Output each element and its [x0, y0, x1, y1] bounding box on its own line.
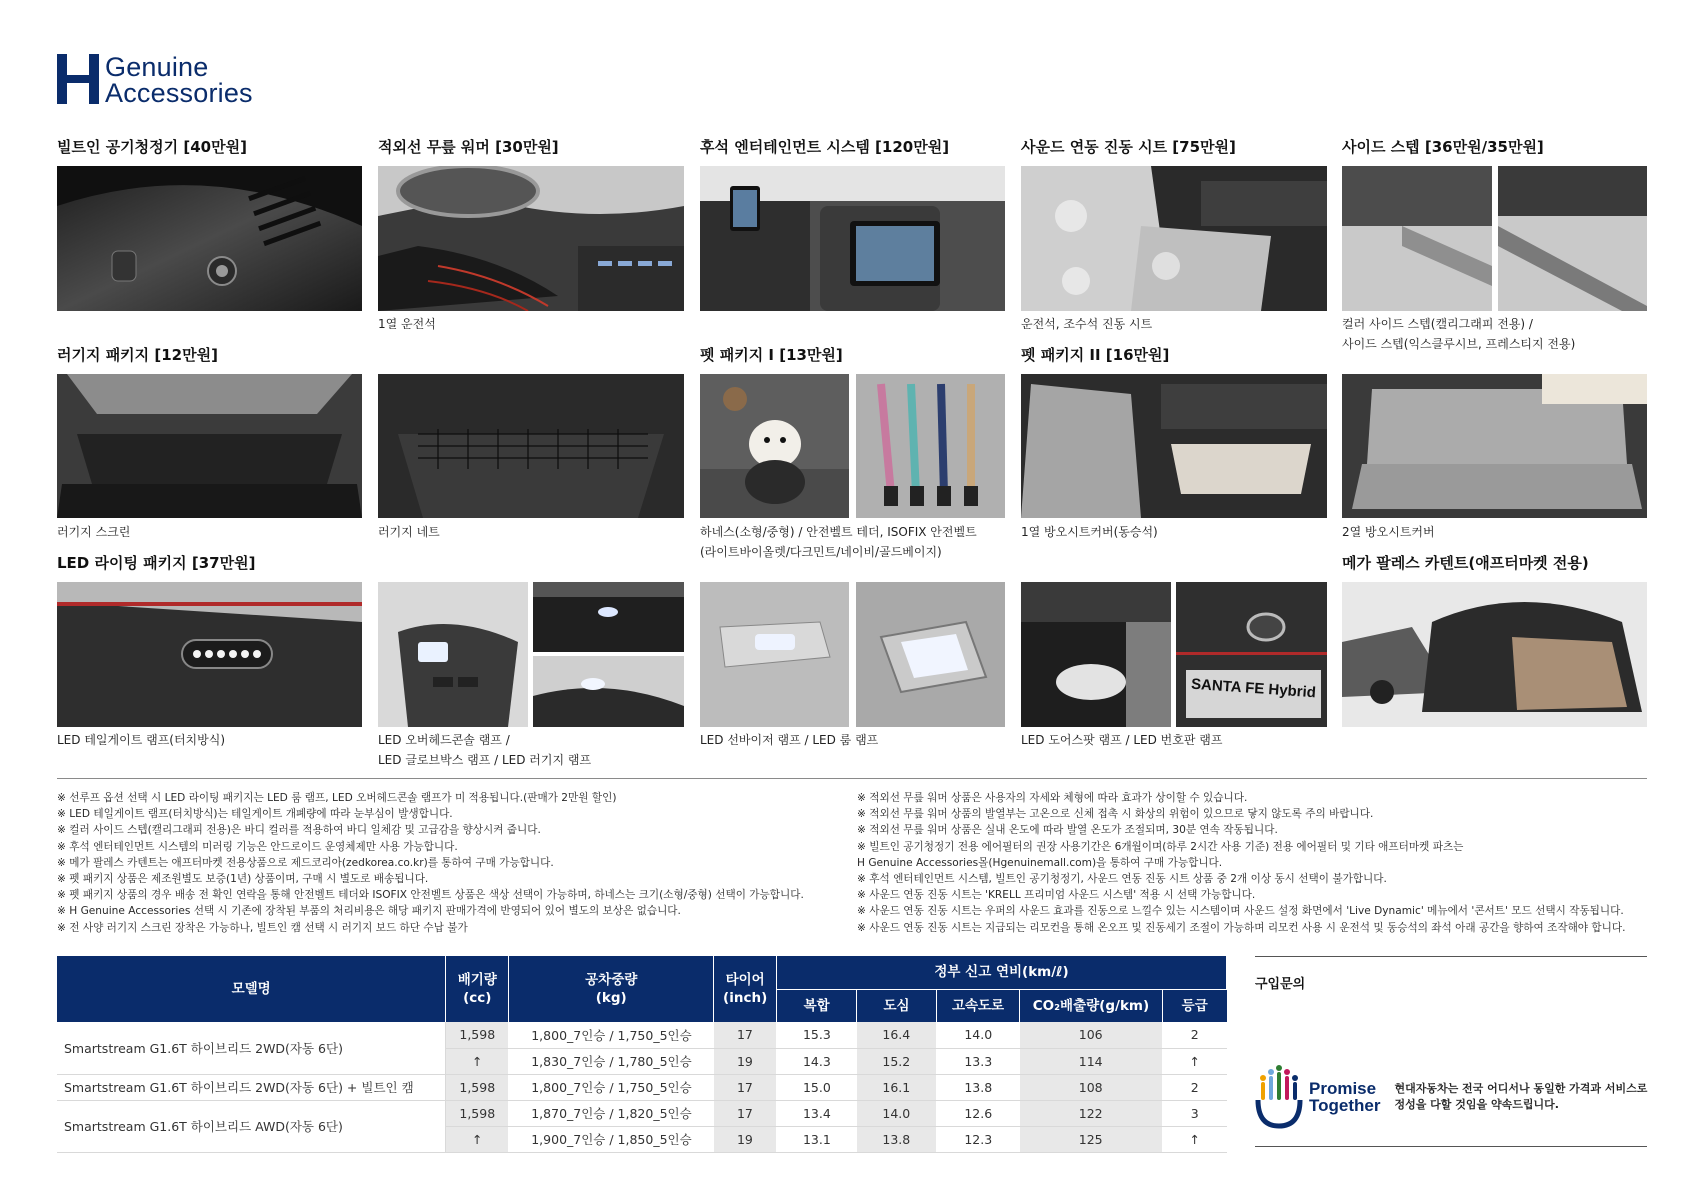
cell-combined: 13.4 [777, 1100, 857, 1126]
cell-highway: 13.3 [937, 1048, 1020, 1074]
title-mega-palace: 메가 팔레스 카텐트(애프터마켓 전용) [1342, 554, 1589, 572]
table-row [57, 1022, 1227, 1048]
note-line: ※ 펫 패키지 상품의 경우 배송 전 확인 연락을 통해 안전벨트 테더와 ISOFIX 안전벨트 상품은 색상 선택이 가능하며, 하네스는 크기(소형/중형) 선택이 가능합니다. [57, 889, 804, 902]
caption-sound-seat: 운전석, 조수석 진동 시트 [1021, 317, 1153, 331]
cell-grade: ↑ [1162, 1126, 1226, 1152]
cell-combined: 13.1 [777, 1126, 857, 1152]
caption-pet1-line-2: (라이트바이올렛/다크민트/네이비/골드베이지) [700, 545, 942, 559]
cell-highway: 13.8 [937, 1074, 1020, 1100]
cell-model: Smartstream G1.6T 하이브리드 2WD(자동 6단) + 빌트인 캠 [57, 1074, 446, 1100]
photo-led-sunvisor [700, 582, 849, 727]
photo-led-door-spot [1021, 582, 1171, 727]
photo-led-license-plate [1176, 582, 1327, 727]
logo-line-2: Accessories [105, 78, 253, 108]
photo-luggage-screen [57, 374, 362, 518]
caption-led-console-line-1: LED 오버헤드콘솔 램프 / [378, 733, 510, 747]
note-line: ※ 메가 팔레스 카텐트는 애프터마켓 전용상품으로 제드코리아(zedkorea.co.kr)를 통하여 구매 가능합니다. [57, 856, 554, 869]
spec-table [57, 956, 1227, 1153]
title-led-package: LED 라이팅 패키지 [37만원] [57, 554, 256, 572]
note-line: ※ 사운드 연동 진동 시트는 우퍼의 사운드 효과를 진동으로 느낄수 있는 시스템이며 사운드 설정 화면에서 'Live Dynamic' 메뉴에서 '콘서트' 모드 선택시 작동됩니다. [857, 905, 1624, 918]
license-plate-text: SANTA FE Hybrid [1190, 675, 1317, 702]
note-line: ※ LED 테일게이트 램프(터치방식)는 테일게이트 개폐량에 따라 눈부심이 발생합니다. [57, 808, 453, 821]
note-line: ※ 빌트인 공기청정기 전용 에어필터의 권장 사용기간은 6개월이며(하루 2시간 사용 기준) 전용 에어필터 및 기타 애프터마켓 파츠는 [857, 840, 1464, 853]
photo-led-overhead-console [378, 582, 528, 727]
cell-highway: 14.0 [937, 1022, 1020, 1048]
cell-co2: 106 [1020, 1022, 1163, 1048]
cell-tire: 19 [714, 1048, 777, 1074]
cell-combined: 15.3 [777, 1022, 857, 1048]
cell-highway: 12.6 [937, 1100, 1020, 1126]
title-pet-package-2: 펫 패키지 II [16만원] [1021, 346, 1170, 364]
cell-tire: 17 [714, 1100, 777, 1126]
note-line: ※ 후석 엔터테인먼트 시스템, 빌트인 공기청정기, 사운드 연동 진동 시트 상품 중 2개 이상 동시 선택이 불가합니다. [857, 873, 1387, 886]
note-line: ※ H Genuine Accessories 선택 시 기존에 장착된 부품의 처리비용은 해당 패키지 판매가격에 반영되어 있어 별도의 보상은 없습니다. [57, 905, 681, 918]
cell-cc: ↑ [446, 1126, 509, 1152]
h-genuine-accessories-logo [57, 54, 253, 106]
header-tire: 타이어 (inch) [714, 956, 777, 1022]
cell-co2: 122 [1020, 1100, 1163, 1126]
photo-rear-entertainment [700, 166, 1005, 311]
caption-luggage-net: 러기지 네트 [378, 525, 440, 539]
cell-tire: 19 [714, 1126, 777, 1152]
logo-line-1: Genuine [105, 52, 209, 82]
cell-city: 13.8 [857, 1126, 937, 1152]
cell-co2: 125 [1020, 1126, 1163, 1152]
note-line: ※ 적외선 무릎 워머 상품의 발열부는 고온으로 신체 접촉 시 화상의 위험이 있으므로 닿지 않도록 주의 바랍니다. [857, 808, 1374, 821]
cell-model: Smartstream G1.6T 하이브리드 AWD(자동 6단) [57, 1100, 446, 1152]
cell-city: 14.0 [857, 1100, 937, 1126]
note-line: ※ 전 사양 러기지 스크린 장착은 가능하나, 빌트인 캠 선택 시 러기지 보드 하단 수납 불가 [57, 921, 468, 934]
photo-air-purifier [57, 166, 362, 311]
title-air-purifier: 빌트인 공기청정기 [40만원] [57, 138, 247, 156]
title-sound-seat: 사운드 연동 진동 시트 [75만원] [1021, 138, 1236, 156]
note-line: ※ 펫 패키지 상품은 제조원별도 보증(1년) 상품이며, 구매 시 별도로 배송됩니다. [57, 873, 429, 886]
header-combined: 복합 [777, 989, 857, 1022]
cell-tire: 17 [714, 1074, 777, 1100]
photo-side-step [1342, 166, 1647, 311]
cell-cc: ↑ [446, 1048, 509, 1074]
caption-pet2-rear: 2열 방오시트커버 [1342, 525, 1435, 539]
table-row [57, 1100, 1227, 1126]
photo-infrared-warmer [378, 166, 684, 311]
cell-city: 16.1 [857, 1074, 937, 1100]
header-highway: 고속도로 [937, 989, 1020, 1022]
cell-grade: ↑ [1162, 1048, 1226, 1074]
cell-combined: 15.0 [777, 1074, 857, 1100]
inquiry-label: 구입문의 [1255, 977, 1306, 992]
cell-weight: 1,900_7인승 / 1,850_5인승 [509, 1126, 714, 1152]
notes-left [57, 790, 804, 936]
cell-co2: 108 [1020, 1074, 1163, 1100]
photo-led-room-lamp [856, 582, 1005, 727]
notes-right [857, 790, 1625, 936]
cell-city: 15.2 [857, 1048, 937, 1074]
cell-grade: 2 [1162, 1074, 1226, 1100]
caption-led-door: LED 도어스팟 램프 / LED 번호판 램프 [1021, 733, 1223, 747]
photo-front-seat-cover [1021, 374, 1327, 518]
title-luggage: 러기지 패키지 [12만원] [57, 346, 218, 364]
note-line: H Genuine Accessories몰(Hgenuinemall.com)을 통하여 구매 가능합니다. [857, 856, 1223, 869]
note-line: ※ 선루프 옵션 선택 시 LED 라이팅 패키지는 LED 룸 램프, LED 오버헤드콘솔 램프가 미 적용됩니다.(판매가 2만원 할인) [57, 792, 617, 804]
photo-sound-seat [1021, 166, 1327, 311]
title-infrared-warmer: 적외선 무릎 워머 [30만원] [378, 138, 559, 156]
photo-pet-tethers [856, 374, 1005, 518]
cell-cc: 1,598 [446, 1100, 509, 1126]
caption-pet2-front: 1열 방오시트커버(동승석) [1021, 525, 1158, 539]
promise-together-logo [1255, 1064, 1647, 1130]
cell-weight: 1,800_7인승 / 1,750_5인승 [509, 1022, 714, 1048]
note-line: ※ 적외선 무릎 워머 상품은 사용자의 자세와 체형에 따라 효과가 상이할 수 있습니다. [857, 792, 1248, 804]
promise-desc-line-1: 현대자동차는 전국 어디서나 동일한 가격과 서비스로 [1394, 1082, 1648, 1095]
cell-model: Smartstream G1.6T 하이브리드 2WD(자동 6단) [57, 1022, 446, 1074]
caption-pet1-line-1: 하네스(소형/중형) / 안전벨트 테더, ISOFIX 안전벨트 [700, 525, 977, 539]
inquiry-bottom-rule [1255, 1146, 1647, 1147]
caption-led-visor: LED 선바이저 램프 / LED 룸 램프 [700, 733, 879, 747]
cell-city: 16.4 [857, 1022, 937, 1048]
cell-weight: 1,830_7인승 / 1,780_5인승 [509, 1048, 714, 1074]
cell-combined: 14.3 [777, 1048, 857, 1074]
cell-co2: 114 [1020, 1048, 1163, 1074]
photo-luggage-net [378, 374, 684, 518]
header-grade: 등급 [1162, 989, 1226, 1022]
caption-led-console-line-2: LED 글로브박스 램프 / LED 러기지 램프 [378, 753, 592, 767]
h-logo-icon [57, 54, 99, 104]
promise-together-icon [1255, 1064, 1303, 1130]
cell-weight: 1,870_7인승 / 1,820_5인승 [509, 1100, 714, 1126]
caption-side-step-line-2: 사이드 스텝(익스클루시브, 프레스티지 전용) [1342, 337, 1576, 351]
table-row [57, 1074, 1227, 1100]
cell-cc: 1,598 [446, 1074, 509, 1100]
notes-top-rule [57, 778, 1647, 779]
cell-cc: 1,598 [446, 1022, 509, 1048]
header-city: 도심 [857, 989, 937, 1022]
note-line: ※ 후석 엔터테인먼트 시스템의 미러링 기능은 안드로이드 운영체제만 사용 가능합니다. [57, 840, 458, 853]
promise-line-2: Together [1309, 1096, 1381, 1115]
title-side-step: 사이드 스텝 [36만원/35만원] [1342, 138, 1544, 156]
photo-led-luggage-lamp [533, 656, 684, 727]
photo-led-tailgate [57, 582, 362, 727]
photo-mega-palace-tent [1342, 582, 1647, 727]
caption-warmer: 1열 운전석 [378, 317, 436, 331]
cell-grade: 2 [1162, 1022, 1226, 1048]
cell-weight: 1,800_7인승 / 1,750_5인승 [509, 1074, 714, 1100]
promise-line-1: Promise [1309, 1079, 1377, 1098]
caption-led-tailgate: LED 테일게이트 램프(터치방식) [57, 733, 226, 747]
photo-pet-harness [700, 374, 849, 518]
caption-luggage-screen: 러기지 스크린 [57, 525, 131, 539]
header-co2: CO₂배출량(g/km) [1020, 989, 1163, 1022]
photo-rear-seat-cover [1342, 374, 1647, 518]
promise-desc-line-2: 정성을 다할 것임을 약속드립니다. [1394, 1098, 1559, 1111]
header-model: 모델명 [57, 956, 446, 1022]
header-curb-weight: 공차중량 (kg) [509, 956, 714, 1022]
note-line: ※ 적외선 무릎 워머 상품은 실내 온도에 따라 발열 온도가 조절되며, 30분 연속 작동됩니다. [857, 824, 1278, 837]
note-line: ※ 사운드 연동 진동 시트는 'KRELL 프리미엄 사운드 시스템' 적용 시 선택 가능합니다. [857, 889, 1256, 902]
photo-led-glovebox [533, 582, 684, 652]
cell-grade: 3 [1162, 1100, 1226, 1126]
caption-side-step-line-1: 컬러 사이드 스텝(캘리그래피 전용) / [1342, 317, 1533, 331]
inquiry-top-rule [1255, 956, 1647, 957]
title-pet-package-1: 펫 패키지 I [13만원] [700, 346, 843, 364]
header-displacement: 배기량 (cc) [446, 956, 509, 1022]
header-fuel-efficiency: 정부 신고 연비(km/ℓ) [777, 956, 1227, 989]
cell-highway: 12.3 [937, 1126, 1020, 1152]
note-line: ※ 컬러 사이드 스텝(캘리그래피 전용)은 바디 컬러를 적용하여 바디 일체감 및 고급감을 향상시켜 줍니다. [57, 824, 541, 837]
note-line: ※ 사운드 연동 진동 시트는 지급되는 리모컨을 통해 온오프 및 진동세기 조절이 가능하며 리모컨 사용 시 운전석 및 동승석의 좌석 아래 공간을 향하여 조작해야 합니다. [857, 921, 1626, 934]
cell-tire: 17 [714, 1022, 777, 1048]
title-rear-entertainment: 후석 엔터테인먼트 시스템 [120만원] [700, 138, 950, 156]
